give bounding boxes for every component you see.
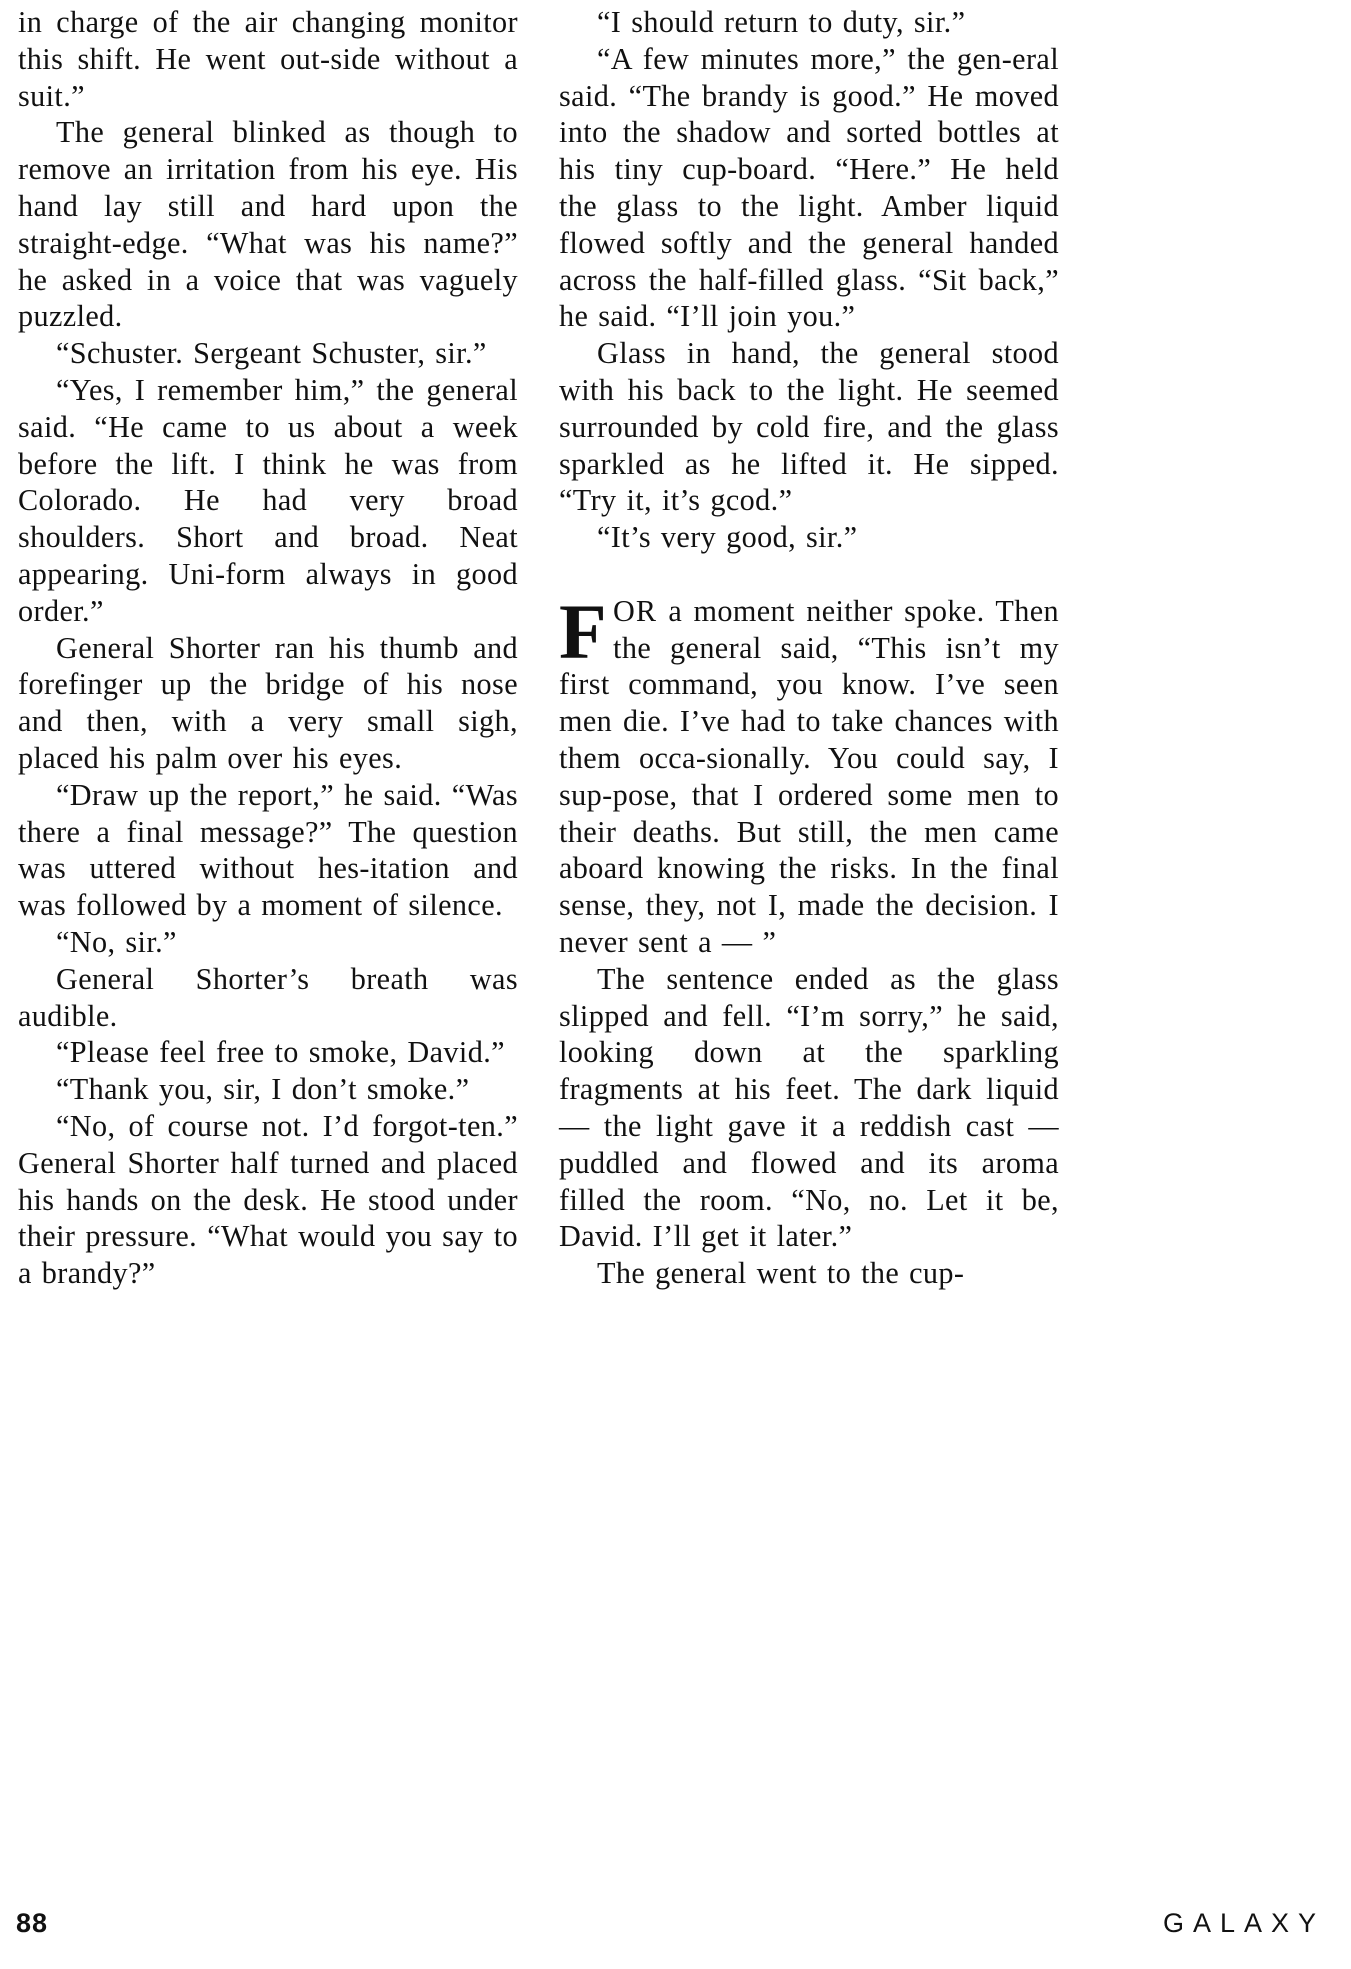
paragraph: General Shorter’s breath was audible. bbox=[18, 961, 518, 1033]
left-text-column bbox=[18, 4, 518, 1292]
section-opening-paragraph bbox=[559, 587, 1059, 961]
paragraph: General Shorter ran his thumb and forefinger up the bridge of his nose and then, with a very small sigh, placed his palm over his eyes. bbox=[18, 630, 518, 775]
paragraph: “Thank you, sir, I don’t smoke.” bbox=[56, 1072, 470, 1107]
paragraph: “No, of course not. I’d forgot-ten.” General Shorter half turned and placed his hands on the desk. He stood under their pressure. “What would you say to a brandy?” bbox=[18, 1108, 518, 1291]
paragraph: The general went to the cup- bbox=[597, 1256, 965, 1291]
paragraph: “Draw up the report,” he said. “Was there a final message?” The question was uttered without hes-itation and was followed by a moment of silence. bbox=[18, 777, 518, 923]
page-number: 88 bbox=[16, 1908, 49, 1938]
paragraph: “I should return to duty, sir.” bbox=[597, 5, 966, 39]
paragraph: “Please feel free to smoke, David.” bbox=[56, 1035, 505, 1070]
drop-cap-letter: F bbox=[559, 587, 608, 675]
paragraph: “A few minutes more,” the gen-eral said. “The brandy is good.” He moved into the shadow and sorted bottles at his tiny cup-board. “Here.” He held the glass to the light. Amber liquid flowed softly and the general handed across the half-filled glass. “Sit back,” he said. “I’ll join you.” bbox=[559, 41, 1059, 334]
magazine-title: GALAXY bbox=[1162, 1908, 1325, 1938]
paragraph: in charge of the air changing monitor this shift. He went out-side without a suit.” bbox=[18, 5, 518, 113]
paragraph: “Yes, I remember him,” the general said. “He came to us about a week before the lift. I think he was from Colorado. He had very broad shoulders. Short and broad. Neat appearing. Uni-form always in good order.” bbox=[18, 372, 518, 628]
paragraph: “No, sir.” bbox=[56, 924, 177, 959]
lead-in-text: OR bbox=[613, 593, 657, 628]
paragraph: “Schuster. Sergeant Schuster, sir.” bbox=[56, 336, 487, 371]
paragraph: “It’s very good, sir.” bbox=[597, 520, 858, 555]
paragraph: Glass in hand, the general stood with his back to the light. He seemed surrounded by cold fire, and the glass sparkled as he lifted it. He sipped. “Try it, it’s gcod.” bbox=[559, 336, 1059, 518]
right-text-column bbox=[559, 4, 1059, 1292]
paragraph: The general blinked as though to remove an irritation from his eye. His hand lay still and hard upon the straight-edge. “What was his name?” he asked in a voice that was vaguely puzzled. bbox=[18, 115, 518, 334]
paragraph: The sentence ended as the glass slipped and fell. “I’m sorry,” he said, looking down at the sparkling fragments at his feet. The dark liquid — the light gave it a reddish cast — puddled and flowed and its aroma filled the room. “No, no. Let it be, David. I’ll get it later.” bbox=[559, 961, 1059, 1254]
paragraph-body: a moment neither spoke. Then the general said, “This isn’t my first command, you know. I’ve seen men die. I’ve had to take chances with them occa-sionally. You could say, I sup-pose, that I ordered some men to their deaths. But still, the men came aboard knowing the risks. In the final sense, they, not I, made the decision. I never sent a — ” bbox=[559, 593, 1059, 959]
